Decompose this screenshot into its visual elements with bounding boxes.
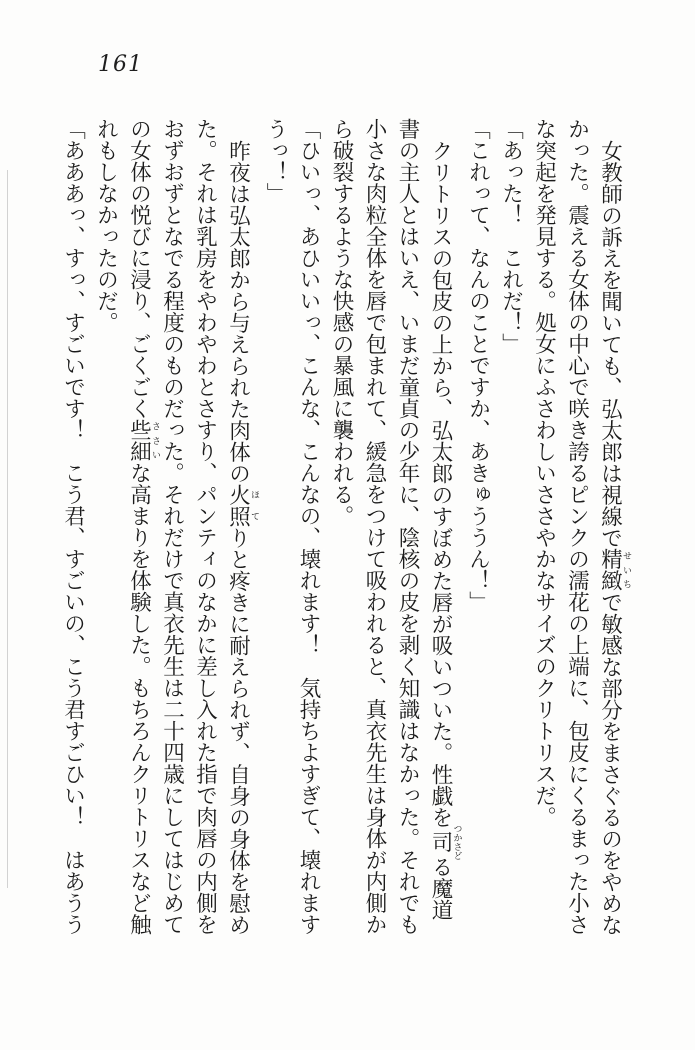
ruby-annotated-word: 司つかさど bbox=[428, 823, 462, 860]
ruby-annotated-word: 火照ほて bbox=[225, 483, 259, 527]
paragraph: 「あった！ これだ！」 bbox=[498, 118, 524, 355]
paragraph: 「あああっ、すっ、すごいです！ こう君、すごいの、こう君すごひい！ はあうう bbox=[60, 118, 86, 935]
paragraph: 女教師の訴えを聞いても、弘太郎は視線で精緻せいちで敏感な部分をまさぐるのをやめなかった。震える女体の中心で咲き誇るピンクの濡花の上端に、包皮にくるまった小さな突起を発見する。処女にふさわしいささやかなサイズのクリトリスだ。 bbox=[531, 118, 631, 935]
paragraph: 「これって、なんのことですか、あきゅううん！」 bbox=[465, 118, 491, 613]
paragraph: 昨夜は弘太郎から与えられた肉体の火照ほてりと疼きに耐えられず、自身の身体を慰めた。それは乳房をやわやわとさすり、パンティのなかに差し入れた指で肉唇の内側をおずおずとなでる程度のものだった。それだけで真衣先生は二十四歳にしてはじめての女体の悦びに浸り、ごくごく些細ささいな高まりを体験した。もちろんクリトリスなど触れもしなかったのだ。 bbox=[93, 118, 259, 935]
paragraph: クリトリスの包皮の上から、弘太郎のすぼめた唇が吸いついた。性戯を司つかさどる魔道書の主人とはいえ、いまだ童貞の少年に、陰核の皮を剥く知識はなかった。それでも小さな肉粒全体を唇で包まれて、緩急をつけて吸われると、真衣先生は身体が内側から破裂するような快感の暴風に襲われる。 bbox=[329, 118, 462, 935]
ruby-annotated-word: 些細ささい bbox=[126, 419, 160, 462]
paragraph: 「ひいっ、あひいいっ、こんな、こんなの、壊れます！ 気持ちよすぎて、壊れますうっ！」 bbox=[263, 118, 321, 935]
ruby-annotated-word: 精緻せいち bbox=[597, 548, 631, 591]
page-number: 161 bbox=[98, 52, 143, 77]
vertical-text-block bbox=[57, 118, 632, 939]
page-edge-line bbox=[7, 170, 8, 888]
